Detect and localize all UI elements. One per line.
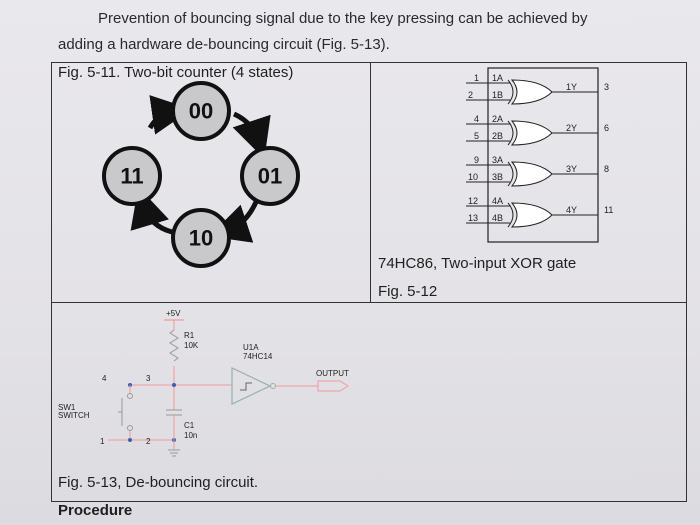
svg-text:13: 13: [468, 213, 479, 223]
svg-text:3A: 3A: [492, 155, 504, 165]
pin-2-label: 2: [146, 437, 151, 446]
resistor-r1: [170, 330, 178, 361]
svg-text:8: 8: [604, 164, 610, 174]
svg-text:10: 10: [188, 225, 214, 251]
svg-text:9: 9: [474, 155, 480, 165]
svg-text:1: 1: [474, 73, 480, 83]
svg-text:1B: 1B: [492, 90, 504, 100]
pin-3-label: 3: [146, 374, 151, 383]
svg-text:12: 12: [468, 196, 479, 206]
output-label: OUTPUT: [316, 369, 349, 378]
arrow-10-to-11: [144, 206, 172, 232]
svg-text:00: 00: [188, 98, 214, 124]
state-node-10: [173, 210, 229, 266]
svg-text:4Y: 4Y: [566, 205, 578, 215]
u1-name: U1A: [243, 343, 259, 352]
intro-line-1: Prevention of bouncing signal due to the key pressing can be achieved by: [98, 10, 588, 27]
vcc-label: +5V: [166, 309, 181, 318]
schmitt-inverter: [232, 368, 270, 404]
debounce-schematic: [58, 309, 349, 456]
svg-text:11: 11: [604, 205, 614, 215]
arrow-11-to-00: [150, 112, 172, 128]
pin-1-label: 1: [100, 437, 105, 446]
pin-4-label: 4: [102, 374, 107, 383]
u1-part: 74HC14: [243, 352, 273, 361]
sw1-name: SW1: [58, 403, 76, 412]
svg-text:3: 3: [604, 82, 610, 92]
xor-chip-diagram: [466, 68, 613, 242]
svg-text:5: 5: [474, 131, 480, 141]
state-node-00: [173, 83, 229, 139]
r1-name: R1: [184, 331, 195, 340]
fig-5-11-caption: Fig. 5-11. Two-bit counter (4 states): [58, 64, 294, 81]
svg-text:3B: 3B: [492, 172, 504, 182]
svg-text:6: 6: [604, 123, 610, 133]
fig-5-13-caption: Fig. 5-13, De-bouncing circuit.: [58, 474, 259, 491]
arrow-01-to-10: [228, 202, 256, 230]
svg-text:2B: 2B: [492, 131, 504, 141]
output-port: [318, 381, 348, 391]
svg-text:2: 2: [468, 90, 474, 100]
svg-text:1Y: 1Y: [566, 82, 578, 92]
fig-5-12-label: Fig. 5-12: [378, 283, 438, 300]
c1-name: C1: [184, 421, 195, 430]
svg-text:11: 11: [120, 163, 144, 189]
state-diagram: [104, 83, 298, 266]
sw1-type: SWITCH: [58, 411, 90, 420]
svg-text:4: 4: [474, 114, 480, 124]
state-node-01: [242, 148, 298, 204]
r1-value: 10K: [184, 341, 199, 350]
state-node-11: [104, 148, 160, 204]
procedure-heading: Procedure: [58, 502, 133, 519]
svg-text:4A: 4A: [492, 196, 504, 206]
svg-text:4B: 4B: [492, 213, 504, 223]
svg-text:1A: 1A: [492, 73, 504, 83]
fig-5-12-caption: 74HC86, Two-input XOR gate: [378, 255, 577, 272]
svg-text:2Y: 2Y: [566, 123, 578, 133]
svg-text:3Y: 3Y: [566, 164, 578, 174]
svg-text:2A: 2A: [492, 114, 504, 124]
c1-value: 10n: [184, 431, 198, 440]
intro-line-2: adding a hardware de-bouncing circuit (Fig. 5-13).: [58, 36, 390, 53]
arrow-00-to-01: [234, 114, 258, 140]
svg-text:10: 10: [468, 172, 479, 182]
svg-text:01: 01: [257, 163, 283, 189]
